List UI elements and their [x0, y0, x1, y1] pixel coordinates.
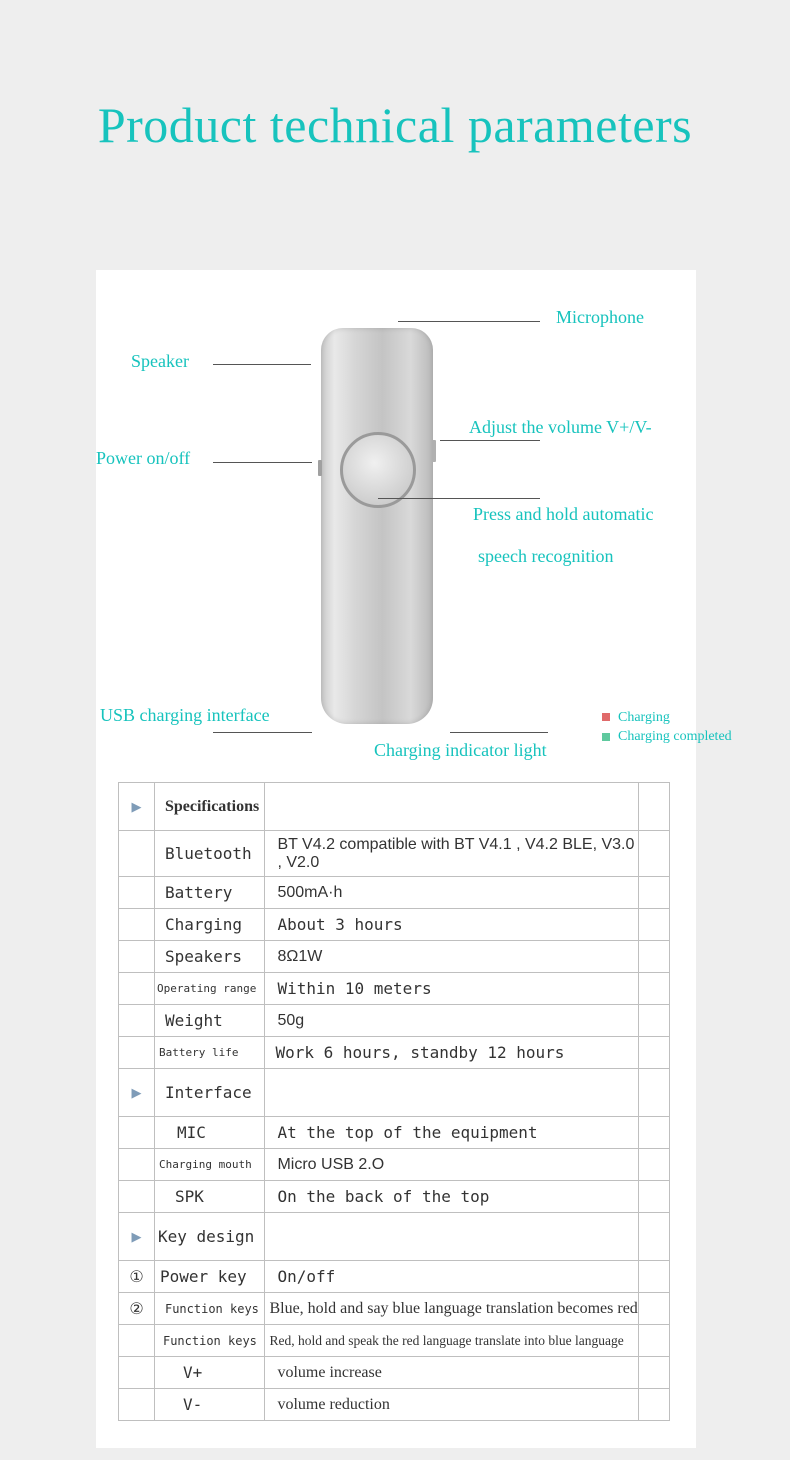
- table-row: [119, 831, 670, 877]
- device-illustration: [321, 328, 433, 724]
- key-number: [119, 1357, 155, 1389]
- indicator-line: [450, 732, 548, 733]
- volume-line: [440, 440, 540, 441]
- power-line: [213, 462, 312, 463]
- volume-side-key: [432, 440, 436, 462]
- spec-name: Battery life: [154, 1037, 264, 1069]
- spec-table: [118, 782, 670, 1421]
- table-row: [119, 909, 670, 941]
- triangle-icon: ▶: [119, 1213, 155, 1261]
- press-hold-label-1: Press and hold automatic: [473, 504, 654, 524]
- table-row: [119, 1357, 670, 1389]
- key-name: Power key: [154, 1261, 264, 1293]
- interface-name: Charging mouth: [154, 1149, 264, 1181]
- key-name: V-: [154, 1389, 264, 1421]
- key-value: Red, hold and speak the red language translate into blue language: [265, 1325, 638, 1357]
- key-number: ②: [119, 1293, 155, 1325]
- key-name: Function keys: [154, 1293, 264, 1325]
- spec-value: 8Ω1W: [265, 941, 638, 973]
- spec-name: Operating range: [154, 973, 264, 1005]
- interface-name: SPK: [154, 1181, 264, 1213]
- spec-value: Within 10 meters: [265, 973, 638, 1005]
- spec-value: Work 6 hours, standby 12 hours: [265, 1037, 638, 1069]
- key-value: On/off: [265, 1261, 638, 1293]
- key-name: V+: [154, 1357, 264, 1389]
- indicator-label: Charging indicator light: [374, 740, 547, 760]
- completed-swatch: [602, 733, 610, 741]
- power-side-key: [318, 460, 322, 476]
- key-value: volume increase: [265, 1357, 638, 1389]
- table-row: [119, 1261, 670, 1293]
- power-label: Power on/off: [96, 448, 191, 468]
- volume-label: Adjust the volume V+/V-: [469, 417, 652, 437]
- table-row: [119, 877, 670, 909]
- spec-value: About 3 hours: [265, 909, 638, 941]
- key-name: Function keys: [154, 1325, 264, 1357]
- spec-value: 50g: [265, 1005, 638, 1037]
- section-row-key-design: [119, 1213, 670, 1261]
- section-row-specifications: [119, 783, 670, 831]
- microphone-label: Microphone: [556, 307, 644, 327]
- spec-name: Bluetooth: [154, 831, 264, 877]
- table-row: [119, 1149, 670, 1181]
- microphone-line: [398, 321, 540, 322]
- table-row: [119, 1389, 670, 1421]
- table-row: [119, 1293, 670, 1325]
- speaker-label: Speaker: [131, 351, 189, 371]
- interface-name: MIC: [154, 1117, 264, 1149]
- table-row: [119, 1005, 670, 1037]
- page-title: Product technical parameters: [97, 97, 693, 153]
- speaker-line: [213, 364, 311, 365]
- triangle-icon: ▶: [119, 783, 155, 831]
- table-row: [119, 1325, 670, 1357]
- charging-legend: Charging: [618, 710, 670, 725]
- spec-name: Speakers: [154, 941, 264, 973]
- table-row: [119, 1037, 670, 1069]
- section-row-interface: [119, 1069, 670, 1117]
- interface-value: At the top of the equipment: [265, 1117, 638, 1149]
- key-number: ①: [119, 1261, 155, 1293]
- key-value: Blue, hold and say blue language translation becomes red: [265, 1293, 638, 1325]
- usb-line: [213, 732, 312, 733]
- interface-value: Micro USB 2.O: [265, 1149, 638, 1181]
- table-row: [119, 973, 670, 1005]
- table-row: [119, 941, 670, 973]
- spec-value: 500mA·h: [265, 877, 638, 909]
- spec-name: Weight: [154, 1005, 264, 1037]
- spec-value: BT V4.2 compatible with BT V4.1 , V4.2 BLE, V3.0 , V2.0: [265, 831, 638, 877]
- table-row: [119, 1117, 670, 1149]
- spec-name: Battery: [154, 877, 264, 909]
- spec-name: Charging: [154, 909, 264, 941]
- table-row: [119, 1181, 670, 1213]
- press-hold-label-2: speech recognition: [478, 546, 614, 566]
- charging-swatch: [602, 713, 610, 721]
- section-title: Key design: [154, 1213, 264, 1261]
- key-number: [119, 1325, 155, 1357]
- completed-legend: Charging completed: [618, 729, 732, 744]
- press-hold-line: [378, 498, 540, 499]
- section-title: Interface: [154, 1069, 264, 1117]
- key-value: volume reduction: [265, 1389, 638, 1421]
- usb-label: USB charging interface: [100, 705, 270, 725]
- key-number: [119, 1389, 155, 1421]
- function-button: [340, 432, 416, 508]
- triangle-icon: ▶: [119, 1069, 155, 1117]
- section-title: Specifications: [154, 783, 264, 831]
- interface-value: On the back of the top: [265, 1181, 638, 1213]
